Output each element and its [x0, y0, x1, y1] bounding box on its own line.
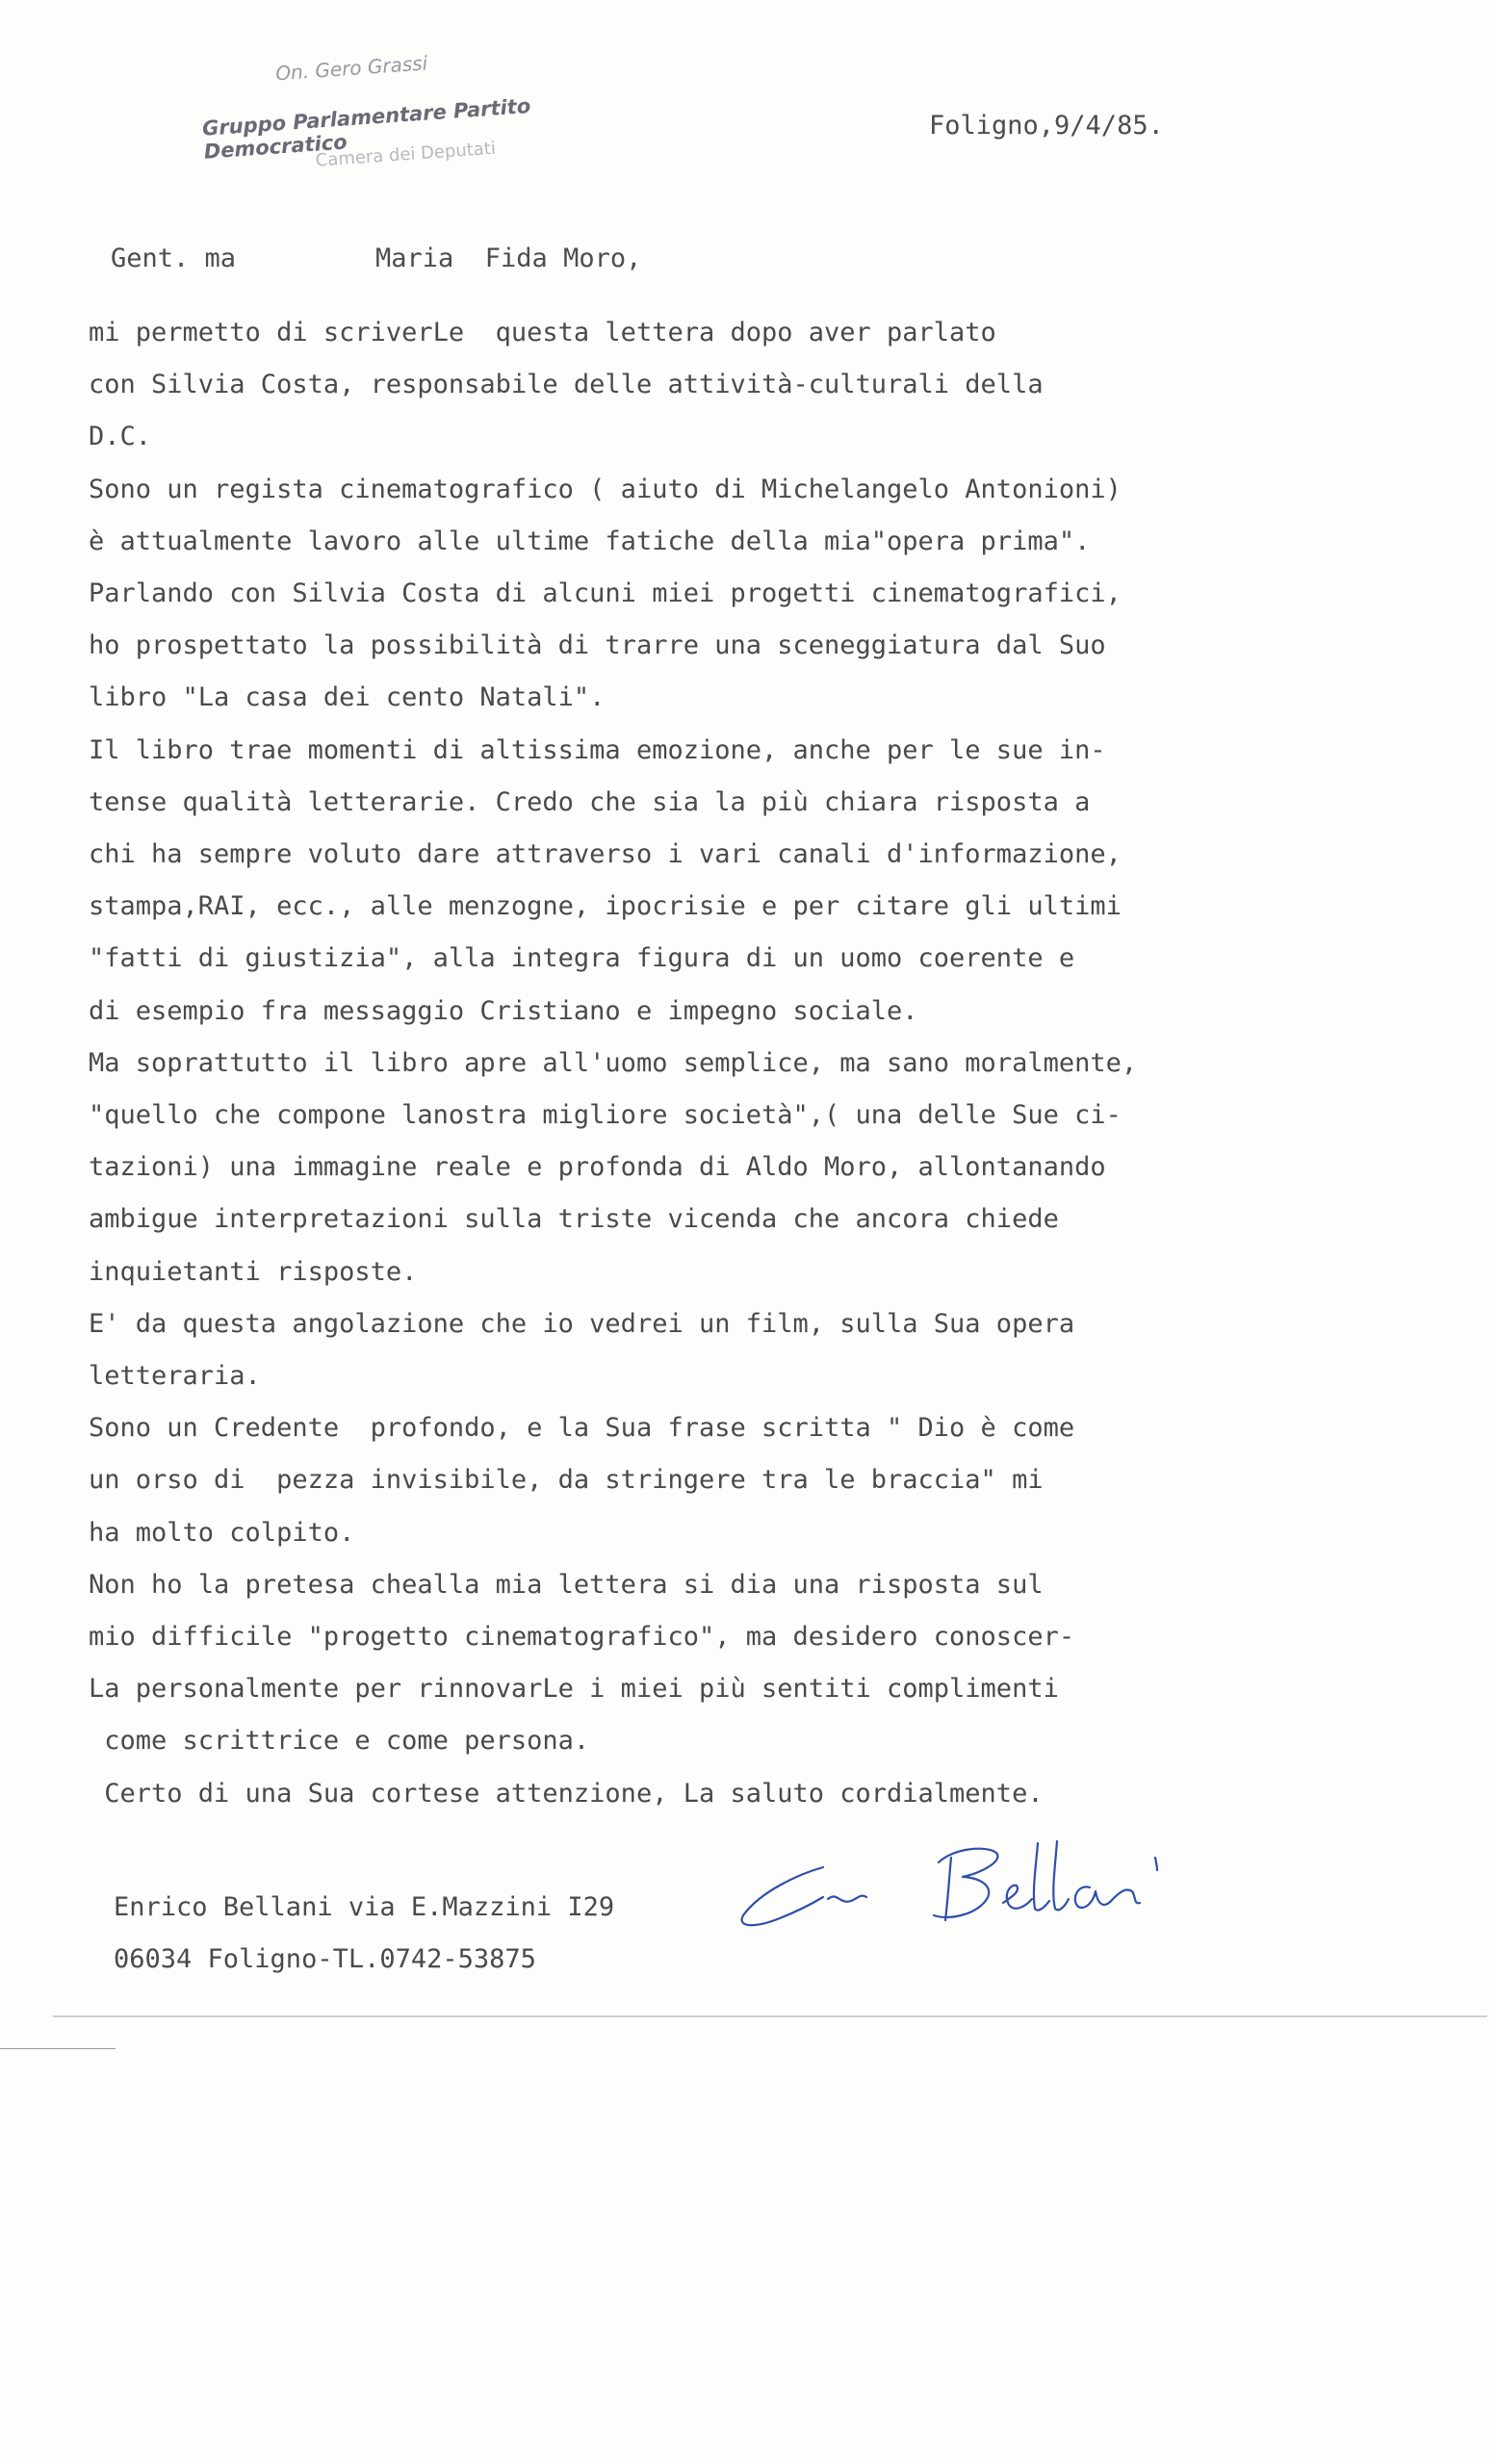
sender-address-line-1: Enrico Bellani via E.Mazzini I29 — [114, 1892, 615, 1922]
body-line: libro "La casa dei cento Natali". — [89, 682, 606, 713]
body-line: letteraria. — [89, 1361, 261, 1391]
body-line: con Silvia Costa, responsabile delle attività-culturali della — [89, 370, 1044, 400]
bottom-rule-left — [0, 2048, 116, 2049]
body-line: mi permetto di scriverLe questa lettera dopo aver parlato — [89, 318, 996, 347]
body-line: Non ho la pretesa chealla mia lettera si dia una risposta sul — [89, 1569, 1044, 1600]
body-line: D.C. — [89, 422, 152, 452]
body-line: ambigue interpretazioni sulla triste vicenda che ancora chiede — [89, 1204, 1059, 1235]
salutation-name: Maria Fida Moro, — [375, 244, 642, 273]
bottom-rule — [53, 2015, 1487, 2017]
stamp-line-3: Camera dei Deputati — [315, 138, 497, 171]
body-line: Il libro trae momenti di altissima emozione, anche per le sue in- — [89, 734, 1106, 765]
body-line: Parlando con Silvia Costa di alcuni miei progetti cinematografici, — [89, 578, 1122, 608]
body-line: tazioni) una immagine reale e profonda di Aldo Moro, allontanando — [89, 1152, 1106, 1183]
letterhead-stamp — [197, 26, 658, 201]
body-line: un orso di pezza invisibile, da stringere tra le braccia" mi — [89, 1465, 1044, 1496]
body-line: "quello che compone lanostra migliore società",( una delle Sue ci- — [89, 1100, 1122, 1130]
body-line: ho prospettato la possibilità di trarre una sceneggiatura dal Suo — [89, 630, 1106, 661]
body-line: mio difficile "progetto cinematografico", ma desidero conoscer- — [89, 1622, 1075, 1652]
letter-date: Foligno,9/4/85. — [929, 111, 1164, 141]
sender-block — [114, 1882, 614, 1986]
body-line: tense qualità letterarie. Credo che sia la più chiara risposta a — [89, 786, 1091, 817]
body-line: E' da questa angolazione che io vedrei un film, sulla Sua opera — [89, 1308, 1075, 1339]
body-line: La personalmente per rinnovarLe i miei più sentiti complimenti — [89, 1674, 1059, 1705]
stamp-line-1: On. Gero Grassi — [274, 51, 428, 86]
handwritten-signature — [732, 1824, 1251, 1968]
body-line: ha molto colpito. — [89, 1517, 355, 1548]
body-line: Sono un regista cinematografico ( aiuto di Michelangelo Antonioni) — [89, 474, 1122, 504]
body-line: è attualmente lavoro alle ultime fatiche della mia"opera prima". — [89, 526, 1091, 556]
body-line: Certo di una Sua cortese attenzione, La saluto cordialmente. — [89, 1778, 1044, 1809]
body-line: Ma soprattutto il libro apre all'uomo semplice, ma sano moralmente, — [89, 1047, 1138, 1078]
salutation-prefix: Gent. ma — [111, 244, 237, 273]
body-line: come scrittrice e come persona. — [89, 1726, 590, 1757]
body-line: "fatti di giustizia", alla integra figura di un uomo coerente e — [89, 943, 1075, 974]
body-line: Sono un Credente profondo, e la Sua frase scritta " Dio è come — [89, 1413, 1075, 1444]
stamp-line-2: Gruppo Parlamentare Partito Democratico — [201, 94, 531, 164]
body-line: chi ha sempre voluto dare attraverso i vari canali d'informazione, — [89, 839, 1122, 869]
body-line: stampa,RAI, ecc., alle menzogne, ipocrisie e per citare gli ultimi — [89, 891, 1122, 922]
body-line: inquietanti risposte. — [89, 1256, 418, 1287]
sender-address-line-2: 06034 Foligno-TL.0742-53875 — [114, 1944, 536, 1974]
body-line: di esempio fra messaggio Cristiano e impegno sociale. — [89, 995, 918, 1026]
